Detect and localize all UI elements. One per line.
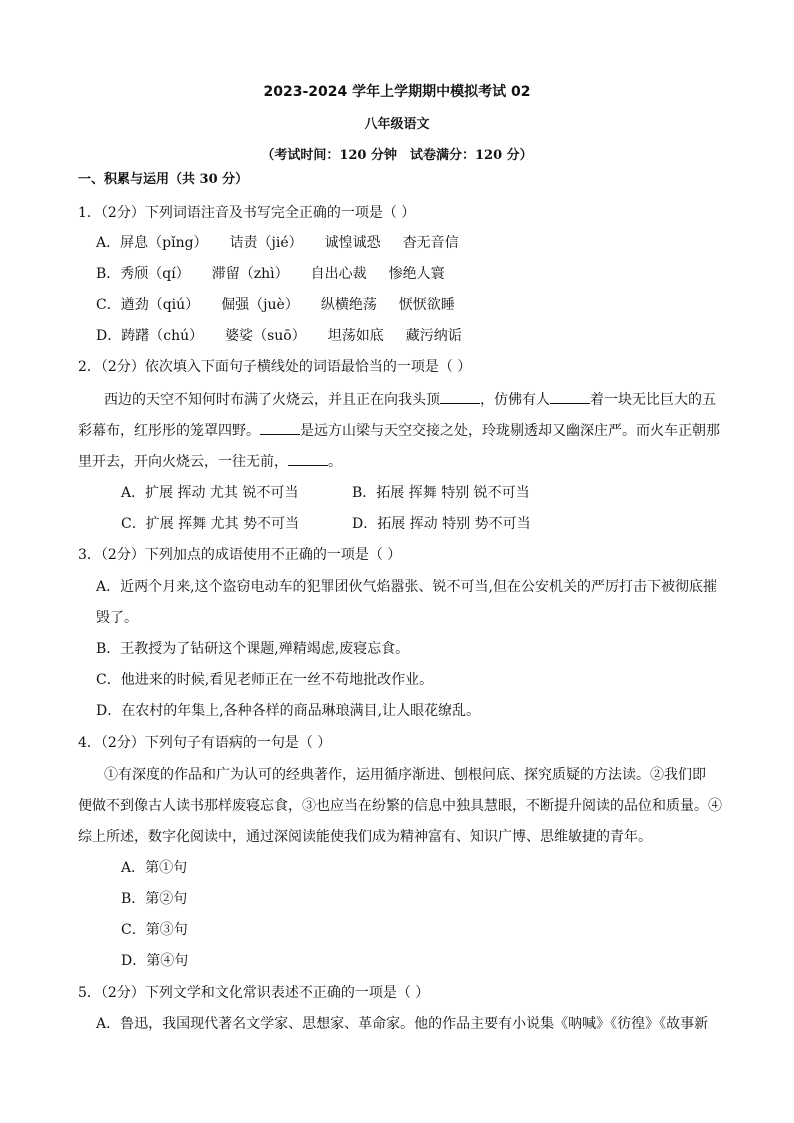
q2-option-d: D．拓展 挥动 特别 势不可当 (352, 516, 531, 532)
q4-option-a: A．第①句 (121, 860, 188, 876)
passage-text: ，仿佛有人 (480, 392, 550, 408)
exam-title: 2023-2024 学年上学期期中模拟考试 02 (263, 84, 531, 100)
option-item: 诘责（jié） (229, 235, 303, 251)
exam-info: （考试时间：120 分钟 试卷满分：120 分） (261, 148, 533, 163)
passage-text: 。 (328, 454, 342, 470)
q1-option-a (96, 233, 459, 253)
q1-option-d (96, 326, 462, 346)
option-item: 秀颀（qí） (120, 266, 190, 282)
option-item: 纵横绝荡 (320, 297, 377, 313)
fill-blank (550, 389, 590, 404)
q1-option-c (96, 295, 455, 315)
option-label: C． (96, 297, 121, 313)
q2-option-c: C．扩展 挥舞 尤其 势不可当 (121, 516, 300, 532)
option-label: B． (96, 266, 121, 282)
q4-passage-line-3: 综上所述，数字化阅读中，通过深阅读能使我们成为精神富有、知识广博、思维敏捷的青年。 (78, 829, 652, 845)
option-item: 惨绝人寰 (388, 266, 445, 282)
option-item: 婆娑（suō） (225, 328, 306, 344)
option-item: 恹恹欲睡 (398, 297, 455, 313)
option-item: 踌躇（chú） (121, 328, 204, 344)
q2-passage-line-3 (78, 451, 342, 471)
q3-option-d: D．在农村的年集上,各种各样的商品琳琅满目,让人眼花缭乱。 (96, 703, 481, 719)
q4-passage-line-2: 便做不到像古人读书那样废寝忘食，③也应当在纷繁的信息中独具慧眼，不断提升阅读的品位和质量。④ (78, 798, 722, 814)
option-item: 杳无音信 (402, 235, 459, 251)
q4-option-d: D．第④句 (121, 953, 189, 969)
exam-subtitle: 八年级语文 (364, 117, 430, 132)
q1-option-b (96, 264, 445, 284)
option-label: D． (96, 328, 122, 344)
question-1-stem: 1．（2分）下列词语注音及书写完全正确的一项是（ ） (78, 205, 416, 221)
fill-blank (440, 389, 480, 404)
q3-option-a-cont: 毁了。 (96, 610, 138, 626)
q2-option-b: B．拓展 挥舞 特别 锐不可当 (352, 485, 530, 501)
option-item: 屏息（pǐng） (120, 235, 208, 251)
passage-text: 里开去，开向火烧云，一往无前， (78, 454, 288, 470)
fill-blank (260, 420, 300, 435)
option-item: 坦荡如底 (327, 328, 384, 344)
q2-option-a: A．扩展 挥动 尤其 锐不可当 (121, 485, 299, 501)
q4-option-b: B．第②句 (121, 891, 188, 907)
option-label: A． (96, 235, 121, 251)
q2-passage-line-2 (78, 420, 720, 440)
q5-option-a: A．鲁迅，我国现代著名文学家、思想家、革命家。他的作品主要有小说集《呐喊》《彷徨》《故事新 (96, 1016, 709, 1032)
option-item: 倔强（juè） (221, 297, 299, 313)
q2-passage-line-1 (104, 389, 716, 409)
q3-option-a: A．近两个月来,这个盗窃电动车的犯罪团伙气焰嚣张、锐不可当,但在公安机关的严厉打击下被彻底摧 (96, 579, 718, 595)
passage-text: 着一块无比巨大的五 (590, 392, 716, 408)
q4-passage-line-1: ①有深度的作品和广为认可的经典著作，运用循序渐进、刨根问底、探究质疑的方法读。②我们即 (104, 767, 706, 783)
q3-option-b: B．王教授为了钻研这个课题,殚精竭虑,废寝忘食。 (96, 641, 410, 657)
question-3-stem: 3．（2分）下列加点的成语使用不正确的一项是（ ） (78, 547, 402, 563)
option-item: 滞留（zhì） (211, 266, 289, 282)
passage-text: 西边的天空不知何时布满了火烧云，并且正在向我头顶 (104, 392, 440, 408)
question-4-stem: 4．（2分）下列句子有语病的一句是（ ） (78, 735, 332, 751)
passage-text: 是远方山梁与天空交接之处，玲珑剔透却又幽深庄严。而火车正朝那 (300, 423, 720, 439)
option-item: 遒劲（qiú） (120, 297, 200, 313)
option-item: 自出心裁 (310, 266, 367, 282)
question-2-stem: 2．（2分）依次填入下面句子横线处的词语最恰当的一项是（ ） (78, 359, 472, 375)
passage-text: 彩幕布，红彤彤的笼罩四野。 (78, 423, 260, 439)
q4-option-c: C．第③句 (121, 922, 188, 938)
option-item: 藏污纳诟 (405, 328, 462, 344)
fill-blank (288, 451, 328, 466)
q3-option-c: C．他进来的时候,看见老师正在一丝不苟地批改作业。 (96, 672, 434, 688)
section-heading: 一、积累与运用（共 30 分） (78, 172, 249, 187)
question-5-stem: 5．（2分）下列文学和文化常识表述不正确的一项是（ ） (78, 985, 430, 1001)
option-item: 诚惶诚恐 (324, 235, 381, 251)
